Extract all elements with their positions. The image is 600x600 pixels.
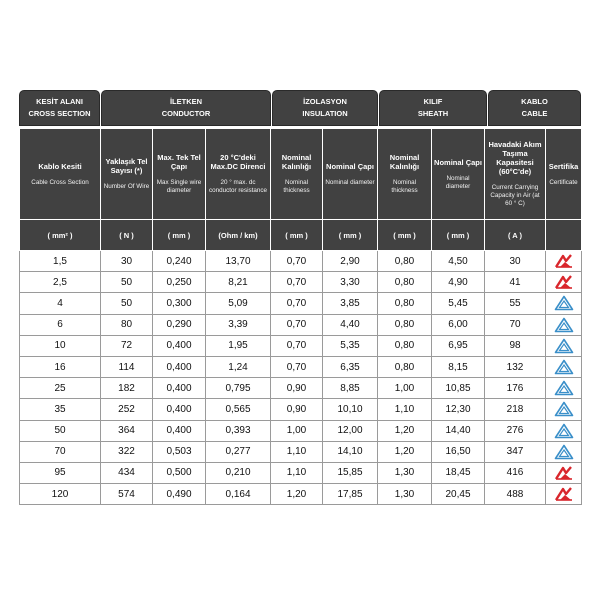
unit-cell: ( N ) [101,220,153,251]
column-header [485,129,546,220]
group-label-en: CABLE [521,109,548,118]
table-cell: 3,39 [206,314,271,335]
table-cell: 1,00 [378,378,432,399]
table-cell: 5,35 [323,335,378,356]
unit-cell: ( mm ) [323,220,378,251]
table-cell: 276 [485,420,546,441]
table-cell: 10,85 [432,378,485,399]
table-cell: 218 [485,399,546,420]
column-header [378,129,432,220]
table-row [20,484,582,505]
spec-table [19,128,582,505]
red-mark-icon [554,486,574,502]
table-row [20,293,582,314]
table-cell: 5,09 [206,293,271,314]
table-cell: 0,393 [206,420,271,441]
table-cell: 4,40 [323,314,378,335]
table-cell: 0,80 [378,356,432,377]
column-title-en: Nominal diameter [325,178,375,186]
column-title-en: Certificate [549,178,578,186]
table-cell: 1,30 [378,484,432,505]
column-title-tr: Kablo Kesiti [38,161,82,171]
table-cell: 0,400 [153,378,206,399]
blue-triangle-icon [554,380,574,396]
column-title-en: 20 ° max. dc conductor resistance [208,179,268,194]
table-cell: 347 [485,441,546,462]
table-cell: 434 [101,462,153,483]
table-cell: 2,90 [323,251,378,272]
blue-triangle-icon [554,423,574,439]
table-cell: 16 [20,356,101,377]
table-row [20,420,582,441]
table-cell: 0,400 [153,399,206,420]
table-cell: 364 [101,420,153,441]
column-title-tr: Nominal Kalınlığı [389,153,420,171]
table-cell: 10,10 [323,399,378,420]
table-cell: 8,85 [323,378,378,399]
column-title-en: Nominal diameter [445,174,471,190]
group-label-en: SHEATH [417,109,449,118]
table-cell: 3,30 [323,272,378,293]
table-cell: 1,10 [271,462,323,483]
certificate-cell [546,356,582,377]
table-cell: 0,70 [271,314,323,335]
table-cell: 0,80 [378,335,432,356]
table-row [20,399,582,420]
blue-triangle-icon [554,401,574,417]
table-cell: 3,85 [323,293,378,314]
column-header-row [20,129,582,220]
column-header [153,129,206,220]
table-cell: 70 [20,441,101,462]
blue-triangle-icon [554,295,574,311]
column-header [432,129,485,220]
table-cell: 1,10 [378,399,432,420]
column-title-tr: Nominal Kalınlığı [281,153,312,171]
table-cell: 0,490 [153,484,206,505]
blue-triangle-icon [554,359,574,375]
unit-cell: ( mm ) [153,220,206,251]
table-cell: 0,400 [153,335,206,356]
column-title-tr: 20 °C'deki Max.DC Direnci [210,153,266,171]
table-cell: 25 [20,378,101,399]
table-cell: 0,70 [271,251,323,272]
group-sheath [379,90,487,126]
table-cell: 98 [485,335,546,356]
table-cell: 50 [101,293,153,314]
table-cell: 132 [485,356,546,377]
column-title-tr: Nominal Çapı [434,157,482,167]
column-header [20,129,101,220]
certificate-cell [546,251,582,272]
table-cell: 1,00 [271,420,323,441]
table-row [20,251,582,272]
table-cell: 0,90 [271,378,323,399]
column-header [101,129,153,220]
table-cell: 13,70 [206,251,271,272]
table-cell: 0,90 [271,399,323,420]
certificate-cell [546,272,582,293]
table-cell: 0,240 [153,251,206,272]
table-cell: 0,210 [206,462,271,483]
group-cross-section [19,90,100,126]
unit-row [20,220,582,251]
column-title-tr: Max. Tek Tel Çapı [157,153,201,171]
group-label-tr: İLETKEN [169,97,203,106]
table-cell: 0,70 [271,356,323,377]
unit-cell: ( mm ) [271,220,323,251]
table-body [20,251,582,505]
table-cell: 12,30 [432,399,485,420]
table-row [20,314,582,335]
table-cell: 55 [485,293,546,314]
table-row [20,272,582,293]
table-cell: 1,5 [20,251,101,272]
table-cell: 1,95 [206,335,271,356]
table-cell: 1,30 [378,462,432,483]
table-cell: 0,70 [271,335,323,356]
column-title-en: Nominal thickness [283,179,310,194]
blue-triangle-icon [554,338,574,354]
column-header [323,129,378,220]
table-cell: 0,290 [153,314,206,335]
table-cell: 0,250 [153,272,206,293]
table-cell: 1,20 [271,484,323,505]
table-cell: 6,95 [432,335,485,356]
table-cell: 574 [101,484,153,505]
table-cell: 6,35 [323,356,378,377]
column-title-en: Number Of Wire [103,183,150,190]
table-cell: 1,24 [206,356,271,377]
table-cell: 10 [20,335,101,356]
blue-triangle-icon [554,444,574,460]
table-cell: 6,00 [432,314,485,335]
table-cell: 252 [101,399,153,420]
table-cell: 0,80 [378,293,432,314]
certificate-cell [546,293,582,314]
table-cell: 0,70 [271,293,323,314]
unit-cell: ( mm² ) [20,220,101,251]
table-cell: 1,20 [378,420,432,441]
table-cell: 416 [485,462,546,483]
table-cell: 18,45 [432,462,485,483]
table-cell: 0,503 [153,441,206,462]
table-row [20,335,582,356]
table-cell: 16,50 [432,441,485,462]
certificate-cell [546,420,582,441]
group-cable [488,90,581,126]
table-cell: 0,300 [153,293,206,314]
group-label-tr: KABLO [521,97,548,106]
certificate-cell [546,314,582,335]
red-mark-icon [554,274,574,290]
group-header-row [19,90,581,128]
column-title-en: Cable Cross Section [31,178,89,186]
column-header [271,129,323,220]
column-header [546,129,582,220]
table-cell: 0,400 [153,356,206,377]
column-title-tr: Havadaki Akım Taşıma Kapasitesi (60°C'de) [488,140,542,176]
blue-triangle-icon [554,317,574,333]
column-title-tr: Sertifika [548,161,579,171]
table-cell: 488 [485,484,546,505]
certificate-cell [546,441,582,462]
group-insulation [272,90,378,126]
table-cell: 0,80 [378,251,432,272]
column-title-tr: Nominal Çapı [326,161,374,171]
certificate-cell [546,399,582,420]
table-cell: 20,45 [432,484,485,505]
table-cell: 70 [485,314,546,335]
table-cell: 80 [101,314,153,335]
table-cell: 2,5 [20,272,101,293]
group-label-en: INSULATION [302,109,348,118]
table-cell: 30 [485,251,546,272]
table-row [20,378,582,399]
table-cell: 50 [20,420,101,441]
table-cell: 35 [20,399,101,420]
table-row [20,462,582,483]
table-cell: 176 [485,378,546,399]
table-cell: 4,90 [432,272,485,293]
table-cell: 8,15 [432,356,485,377]
red-mark-icon [554,253,574,269]
unit-cell: ( A ) [485,220,546,251]
unit-cell [546,220,582,251]
group-label-tr: KILIF [423,97,443,106]
column-title-tr: Yaklaşık Tel Sayısı (*) [105,157,148,175]
table-cell: 0,400 [153,420,206,441]
group-label-tr: KESİT ALANI [36,97,83,106]
table-cell: 0,80 [378,314,432,335]
column-title-en: Current Carrying Capacity in Air (at 60 ° C) [490,184,540,207]
table-cell: 182 [101,378,153,399]
column-title-en: Max Single wire diameter [156,179,202,194]
table-cell: 0,164 [206,484,271,505]
group-label-en: CONDUCTOR [161,109,211,118]
unit-cell: ( mm ) [378,220,432,251]
table-cell: 72 [101,335,153,356]
table-cell: 0,70 [271,272,323,293]
table-cell: 322 [101,441,153,462]
table-row [20,441,582,462]
column-title-en: Nominal thickness [391,179,418,194]
certificate-cell [546,335,582,356]
column-header [206,129,271,220]
table-cell: 1,20 [378,441,432,462]
table-cell: 5,45 [432,293,485,314]
table-cell: 0,500 [153,462,206,483]
group-label-en: CROSS SECTION [28,109,91,118]
table-cell: 1,10 [271,441,323,462]
table-cell: 17,85 [323,484,378,505]
unit-cell: (Ohm / km) [206,220,271,251]
unit-cell: ( mm ) [432,220,485,251]
cable-spec-sheet [19,90,581,505]
table-cell: 114 [101,356,153,377]
table-cell: 120 [20,484,101,505]
table-cell: 4 [20,293,101,314]
table-cell: 30 [101,251,153,272]
table-cell: 6 [20,314,101,335]
table-cell: 41 [485,272,546,293]
red-mark-icon [554,465,574,481]
group-label-tr: İZOLASYON [303,97,347,106]
table-cell: 0,277 [206,441,271,462]
table-cell: 12,00 [323,420,378,441]
table-cell: 14,40 [432,420,485,441]
table-cell: 4,50 [432,251,485,272]
table-cell: 0,80 [378,272,432,293]
table-cell: 8,21 [206,272,271,293]
table-cell: 15,85 [323,462,378,483]
table-row [20,356,582,377]
certificate-cell [546,462,582,483]
table-cell: 95 [20,462,101,483]
table-cell: 14,10 [323,441,378,462]
certificate-cell [546,484,582,505]
table-cell: 0,565 [206,399,271,420]
certificate-cell [546,378,582,399]
table-cell: 0,795 [206,378,271,399]
group-conductor [101,90,271,126]
table-cell: 50 [101,272,153,293]
